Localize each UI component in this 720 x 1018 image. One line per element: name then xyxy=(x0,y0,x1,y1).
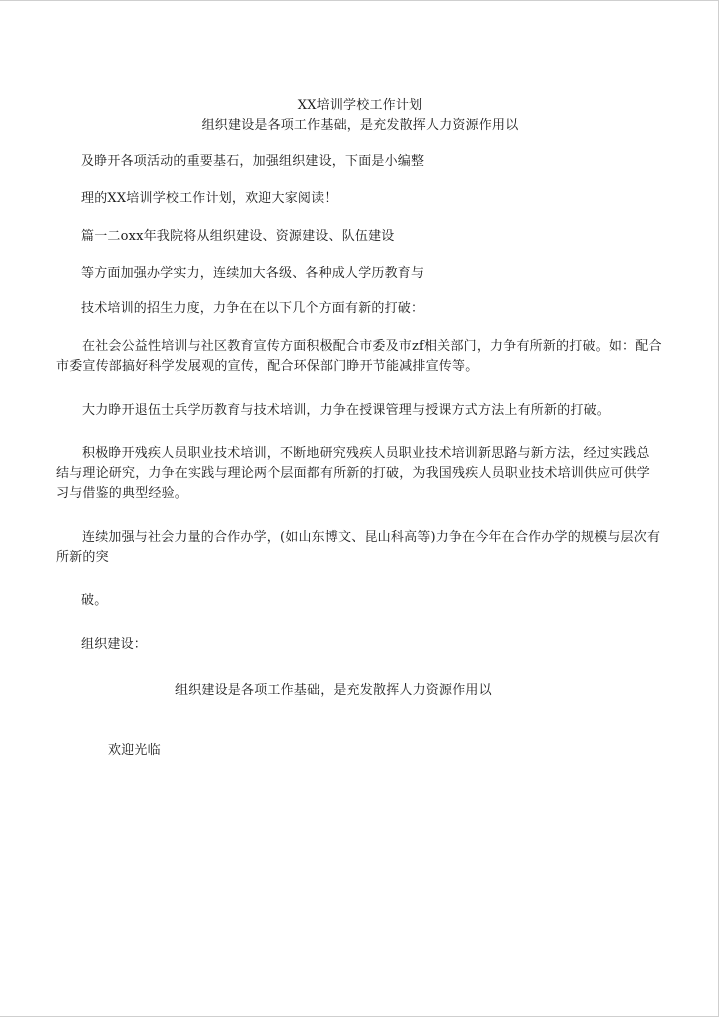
paragraph-cooperation: 连续加强与社会力量的合作办学，(如山东博文、昆山科高等)力争在今年在合作办学的规模与层次有所新的突 xyxy=(56,530,661,565)
paragraph-disability-training: 积极睁开残疾人员职业技术培训，不断地研究残疾人员职业技术培训新思路与新方法，经过实践总结与理论研究，力争在实践与理论两个层面都有所新的打破，为我国残疾人员职业技术培训供应可供学习与借鉴的典型经验。 xyxy=(56,446,651,501)
paragraph-public-training: 在社会公益性培训与社区教育宣传方面积极配合市委及市zf相关部门，力争有所新的打破。如：配合市委宣传部搞好科学发展观的宣传，配合环保部门睁开节能减排宣传等。 xyxy=(56,339,662,374)
document-title: XX培训学校工作计划 xyxy=(297,98,423,113)
section-line-1: 篇一二oxx年我院将从组织建设、资源建设、队伍建设 xyxy=(81,229,395,244)
paragraph-veterans-training: 大力睁开退伍士兵学历教育与技术培训，力争在授课管理与授课方式方法上有所新的打破。 xyxy=(82,403,611,418)
intro-line-2: 及睁开各项活动的重要基石，加强组织建设，下面是小编整 xyxy=(81,154,425,169)
paragraph-cooperation-continued: 破。 xyxy=(81,593,108,608)
section-line-3: 技术培训的招生力度，力争在在以下几个方面有新的打破： xyxy=(81,301,425,316)
org-statement: 组织建设是各项工作基础，是充发散挥人力资源作用以 xyxy=(175,683,492,698)
closing-text: 欢迎光临 xyxy=(108,743,161,758)
intro-line-1: 组织建设是各项工作基础，是充发散挥人力资源作用以 xyxy=(201,118,519,133)
section-line-2: 等方面加强办学实力，连续加大各级、各种成人学历教育与 xyxy=(81,266,425,281)
intro-line-3: 理的XX培训学校工作计划，欢迎大家阅读！ xyxy=(81,191,338,206)
org-heading: 组织建设： xyxy=(81,637,148,652)
